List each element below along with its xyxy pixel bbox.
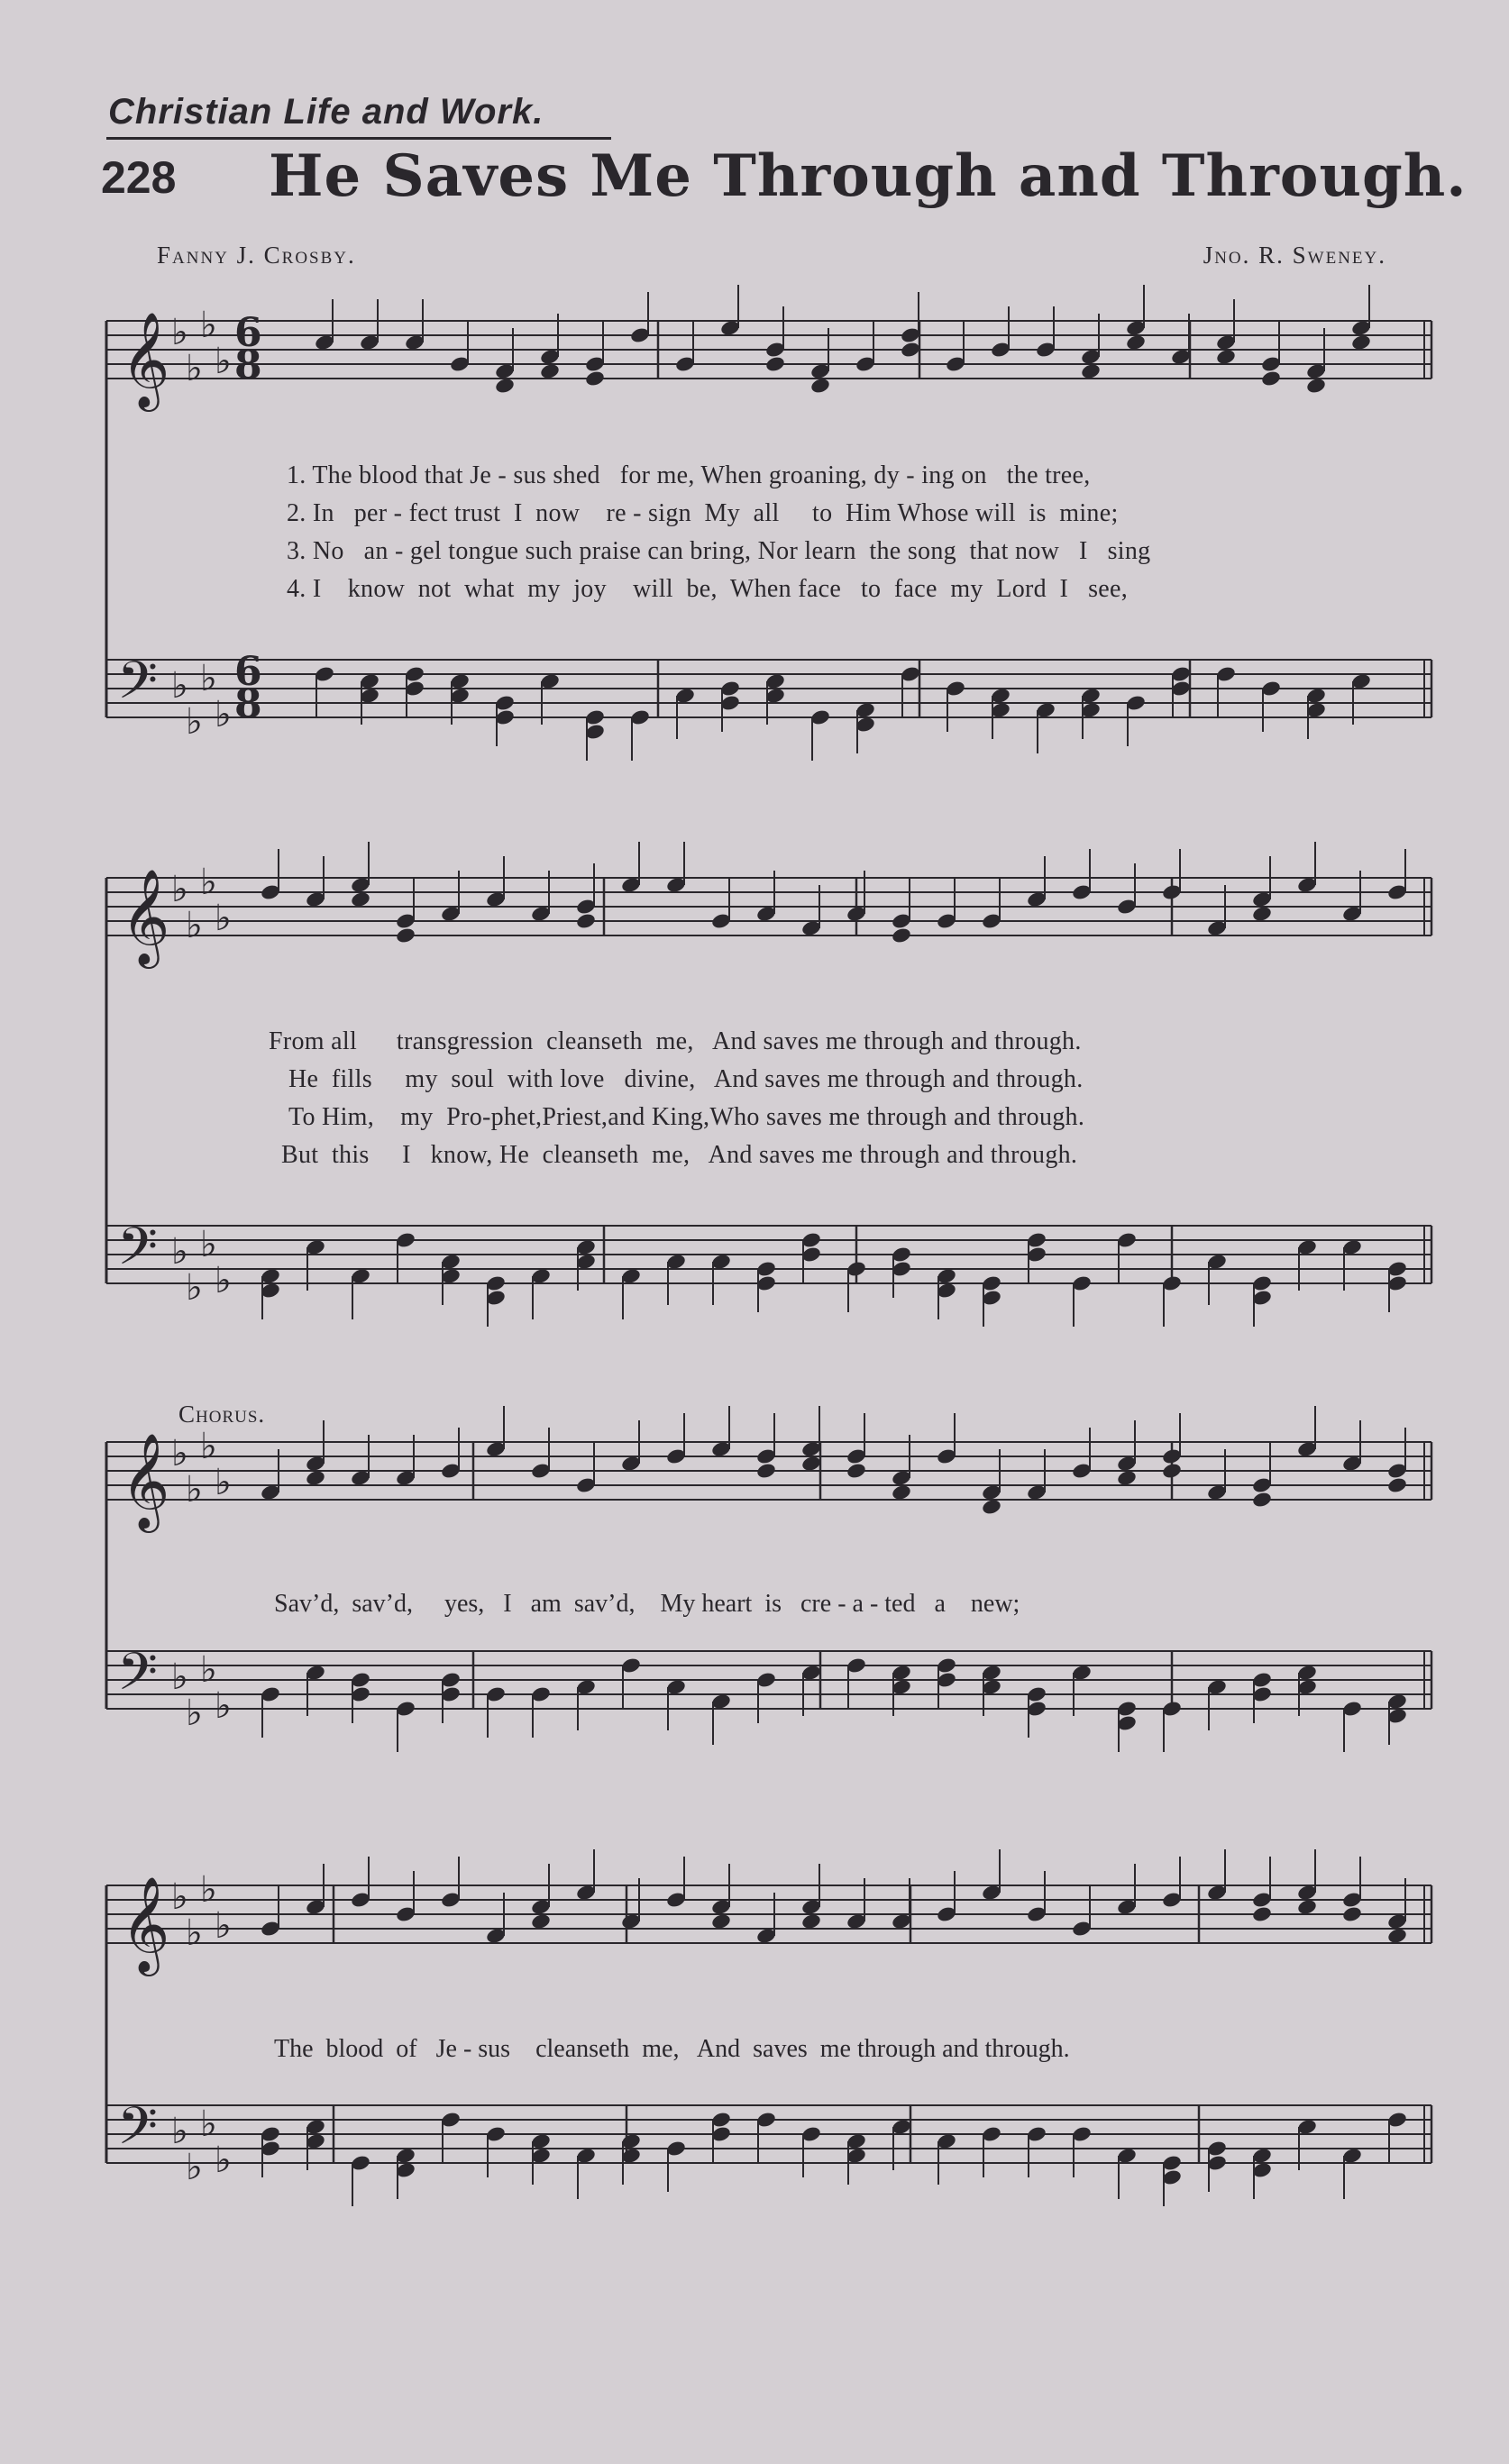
composer-credit: Jno. R. Sweney. [1203,242,1386,269]
note-head [764,355,786,373]
verse-4-line-b: But this I know, He cleanseth me, And saves me through and through. [281,1141,1078,1169]
verse-2-line-a: 2. In per - fect trust I now re - sign My all to Him Whose will is mine; [287,499,1119,527]
flat-icon: ♭ [186,905,203,946]
note-head [1386,1927,1408,1945]
flat-icon: ♭ [200,862,217,903]
time-signature-top: 6 [234,649,262,695]
treble-clef-icon: 𝄞 [121,1875,170,1972]
note-head [710,1912,732,1930]
flat-icon: ♭ [215,1462,232,1503]
flat-icon: ♭ [171,1231,188,1273]
flat-icon: ♭ [200,1426,217,1467]
verse-3-line-b: To Him, my Pro-phet,Priest,and King,Who saves me through and through. [288,1103,1085,1131]
note-head [1215,348,1237,366]
note-head [1080,362,1102,380]
note-head [1386,1476,1408,1494]
verse-1-line-b: From all transgression cleanseth me, And saves me through and through. [269,1027,1082,1055]
treble-clef-icon: 𝄞 [121,311,170,407]
note-head [1251,1905,1273,1923]
note-head [1116,1469,1138,1487]
flat-icon: ♭ [215,341,232,382]
flat-icon: ♭ [186,348,203,389]
flat-icon: ♭ [200,2104,217,2145]
note-head [891,1483,912,1501]
flat-icon: ♭ [200,658,217,699]
flat-icon: ♭ [171,2111,188,2152]
flat-icon: ♭ [215,1905,232,1947]
flat-icon: ♭ [171,1876,188,1918]
flat-icon: ♭ [200,305,217,346]
verse-1-line-a: 1. The blood that Je - sus shed for me, When groaning, dy - ing on the tree, [287,461,1091,489]
note-head [1296,1898,1318,1916]
hymn-number: 228 [101,152,177,203]
note-head [494,377,516,395]
verse-2-line-b: He fills my soul with love divine, And saves me through and through. [288,1065,1084,1093]
flat-icon: ♭ [186,701,203,743]
note-head [755,1462,777,1480]
time-signature-bottom: 8 [234,342,262,388]
note-head [809,377,831,395]
flat-icon: ♭ [186,1267,203,1309]
section-heading: Christian Life and Work. [108,92,544,132]
chorus-label: Chorus. [178,1401,266,1428]
note-head [575,912,597,930]
time-signature-top: 6 [234,310,262,356]
bass-clef-icon: 𝄢 [117,2095,159,2169]
note-head [1260,370,1282,388]
bass-clef-icon: 𝄢 [117,1641,159,1715]
note-head [539,362,561,380]
treble-clef-icon: 𝄞 [121,868,170,964]
flat-icon: ♭ [215,1685,232,1727]
flat-icon: ♭ [215,694,232,735]
flat-icon: ♭ [186,1912,203,1954]
flat-icon: ♭ [200,1224,217,1265]
note-head [981,1498,1002,1516]
hymn-title: He Saves Me Through and Through. [269,142,1468,210]
note-head [350,890,371,908]
flat-icon: ♭ [171,312,188,353]
author-credit: Fanny J. Crosby. [157,242,356,269]
note-head [891,926,912,945]
note-head [1350,333,1372,351]
note-head [800,1912,822,1930]
flat-icon: ♭ [171,869,188,910]
flat-icon: ♭ [171,1433,188,1474]
flat-icon: ♭ [186,2147,203,2188]
note-head [395,926,416,945]
note-head [530,1912,552,1930]
note-head [800,1455,822,1473]
chorus-lyric-1: Sav’d, sav’d, yes, I am sav’d, My heart is cre - a - ted a new; [274,1590,1020,1618]
note-head [900,341,921,359]
verse-3-line-a: 3. No an - gel tongue such praise can bring, Nor learn the song that now I sing [287,537,1151,565]
note-head [1341,1905,1363,1923]
note-head [1251,905,1273,923]
flat-icon: ♭ [215,1260,232,1301]
flat-icon: ♭ [186,1469,203,1510]
flat-icon: ♭ [200,1649,217,1691]
flat-icon: ♭ [200,1869,217,1911]
flat-icon: ♭ [215,898,232,939]
chorus-lyric-2: The blood of Je - sus cleanseth me, And saves me through and through. [274,2035,1070,2063]
note-head [305,1469,326,1487]
flat-icon: ♭ [186,1693,203,1734]
bass-clef-icon: 𝄢 [117,1216,159,1290]
note-head [846,1462,867,1480]
note-head [1305,377,1327,395]
flat-icon: ♭ [171,1656,188,1698]
note-head [1161,1462,1183,1480]
note-head [1125,333,1147,351]
verse-4-line-a: 4. I know not what my joy will be, When face to face my Lord I see, [287,575,1129,603]
note-head [584,370,606,388]
flat-icon: ♭ [171,665,188,707]
time-signature-bottom: 8 [234,681,262,727]
flat-icon: ♭ [215,2140,232,2181]
note-head [1251,1491,1273,1509]
bass-clef-icon: 𝄢 [117,650,159,724]
treble-clef-icon: 𝄞 [121,1432,170,1529]
